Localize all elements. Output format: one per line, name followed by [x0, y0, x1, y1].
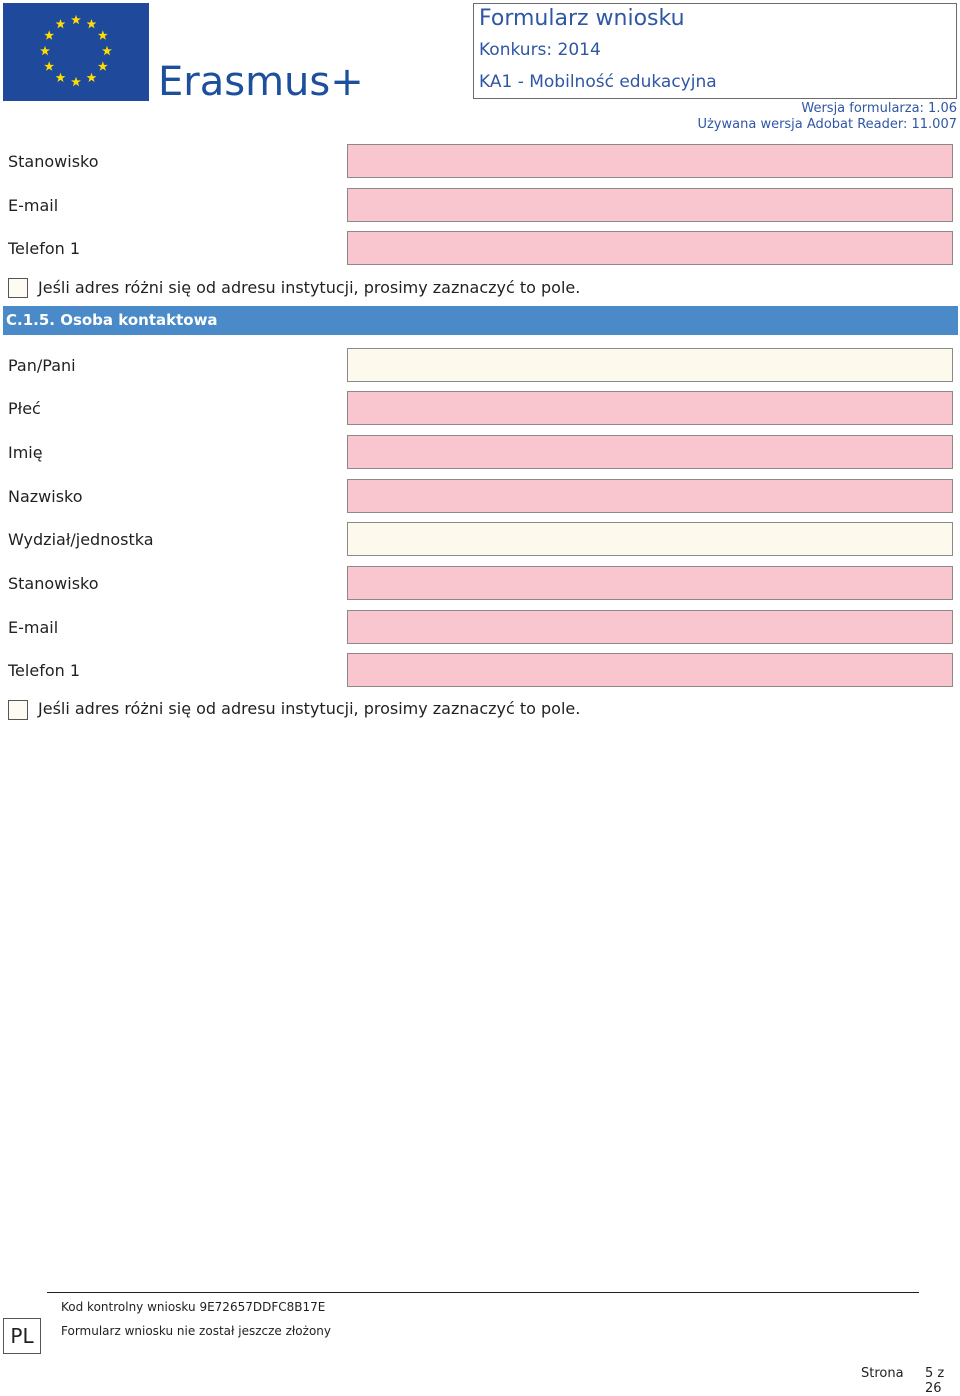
checksum-row: [61, 1300, 325, 1314]
page-label: Strona: [861, 1366, 904, 1381]
checksum-label: Kod kontrolny wniosku: [61, 1300, 196, 1314]
field-label-imie: Imię: [8, 443, 43, 462]
plec-select[interactable]: [347, 391, 953, 425]
reader-version: Używana wersja Adobat Reader: 11.007: [697, 117, 957, 132]
imie-input[interactable]: [347, 435, 953, 469]
field-label-telefon-contact: Telefon 1: [8, 661, 81, 680]
field-label-telefon: Telefon 1: [8, 239, 81, 258]
language-badge: PL: [3, 1318, 41, 1354]
eu-star-icon: [102, 46, 112, 55]
eu-star-icon: [71, 15, 81, 24]
eu-stars-icon: [3, 3, 149, 101]
eu-star-icon: [98, 61, 108, 70]
stanowisko-contact-input[interactable]: [347, 566, 953, 600]
stanowisko-input[interactable]: [347, 144, 953, 178]
field-label-pan-pani: Pan/Pani: [8, 356, 76, 375]
checksum-value: 9E72657DDFC8B17E: [199, 1300, 326, 1314]
contact-address-differs-label: Jeśli adres różni się od adresu instytucji, prosimy zaznaczyć to pole.: [38, 699, 581, 718]
section-header-contact: C.1.5. Osoba kontaktowa: [3, 306, 958, 335]
field-label-plec: Płeć: [8, 399, 41, 418]
wydzial-input[interactable]: [347, 522, 953, 556]
eu-star-icon: [98, 30, 108, 39]
nazwisko-input[interactable]: [347, 479, 953, 513]
eu-star-icon: [87, 19, 97, 28]
eu-flag-logo: [3, 3, 149, 101]
eu-star-icon: [40, 46, 50, 55]
eu-star-icon: [56, 73, 66, 82]
konkurs-label: Konkurs: 2014: [479, 40, 601, 60]
contact-address-differs-checkbox[interactable]: [8, 700, 28, 720]
eu-star-icon: [71, 77, 81, 86]
eu-star-icon: [56, 19, 66, 28]
page-number: 5 z 26: [925, 1366, 945, 1396]
form-title-box: [473, 3, 957, 99]
field-label-stanowisko-contact: Stanowisko: [8, 574, 99, 593]
submission-status: Formularz wniosku nie został jeszcze złożony: [61, 1324, 331, 1338]
pan-pani-select[interactable]: [347, 348, 953, 382]
eu-star-icon: [44, 61, 54, 70]
erasmus-brand: Erasmus+: [158, 59, 364, 105]
footer-divider: [47, 1292, 919, 1293]
form-title: Formularz wniosku: [479, 6, 685, 31]
field-label-nazwisko: Nazwisko: [8, 487, 83, 506]
field-label-email: E-mail: [8, 196, 59, 215]
form-version: Wersja formularza: 1.06: [801, 101, 957, 116]
eu-star-icon: [87, 73, 97, 82]
email-input[interactable]: [347, 188, 953, 222]
field-label-stanowisko: Stanowisko: [8, 152, 99, 171]
telefon-input[interactable]: [347, 231, 953, 265]
eu-star-icon: [44, 30, 54, 39]
address-differs-label: Jeśli adres różni się od adresu instytucji, prosimy zaznaczyć to pole.: [38, 278, 581, 297]
action-label: KA1 - Mobilność edukacyjna: [479, 72, 717, 92]
field-label-wydzial: Wydział/jednostka: [8, 530, 154, 549]
telefon-contact-input[interactable]: [347, 653, 953, 687]
field-label-email-contact: E-mail: [8, 618, 59, 637]
email-contact-input[interactable]: [347, 610, 953, 644]
address-differs-checkbox[interactable]: [8, 278, 28, 298]
